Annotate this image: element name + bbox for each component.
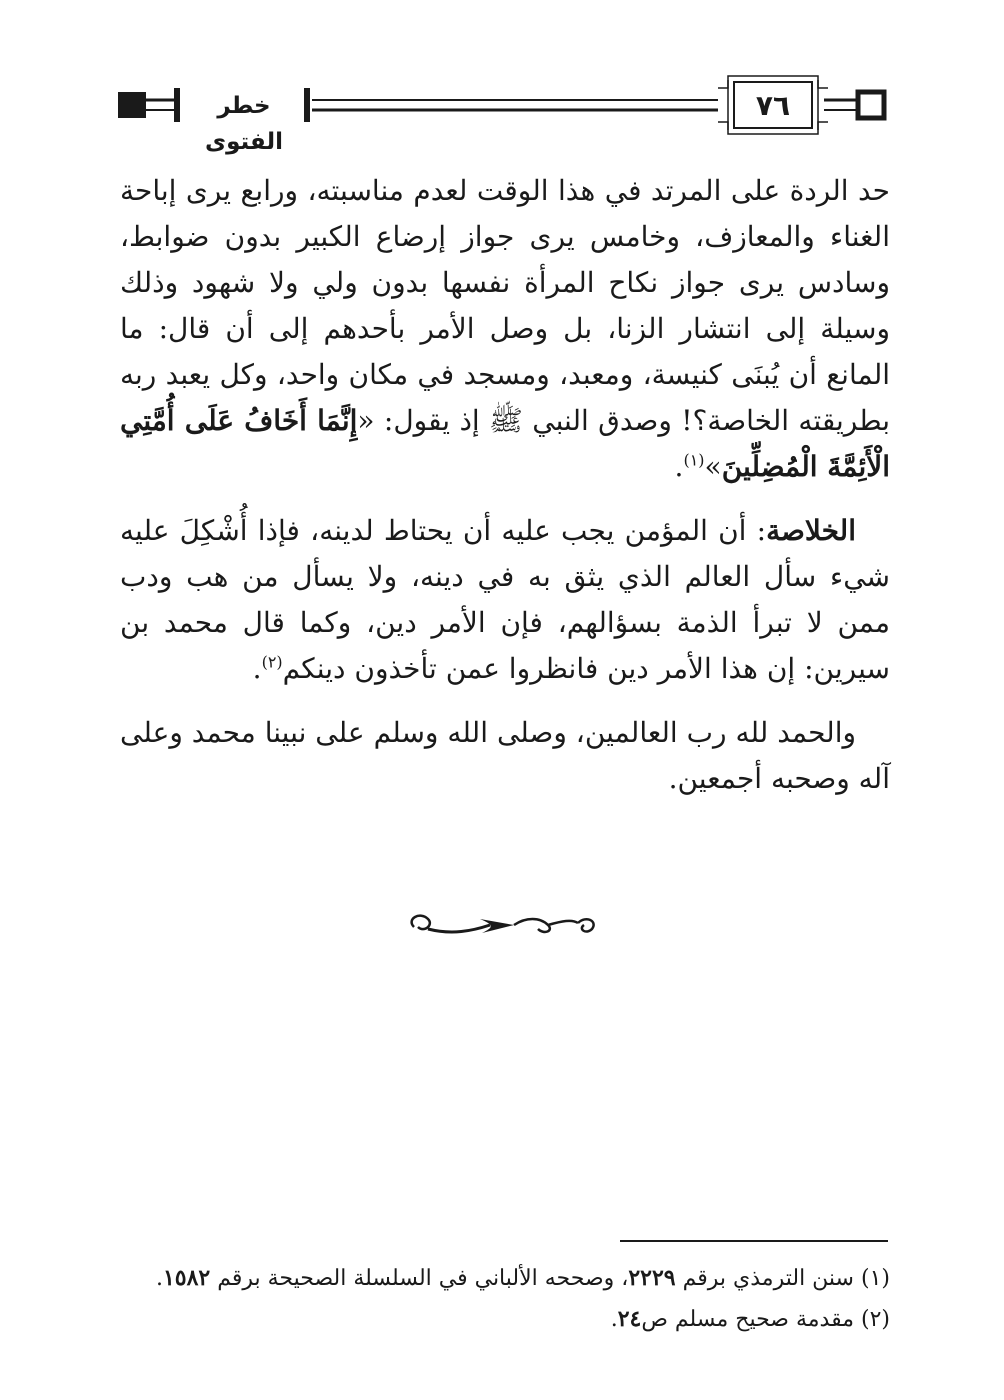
footnote-2: (٢) مقدمة صحيح مسلم ص٢٤.	[610, 1306, 890, 1332]
quote-close: »	[704, 450, 722, 483]
paragraph-1: حد الردة على المرتد في هذا الوقت لعدم مناسبته، ورابع يرى إباحة الغناء والمعازف، وخامس يرى جواز إرضاع الكبير بدون ضوابط، وسادس يرى جواز نكاح المرأة نفسها بدون ولي ولا شهود وذلك وسيلة إلى انتشار الزنا، بل وصل الأمر بأحدهم إلى أن قال: ما المانع أن يُبنَى كنيسة، ومعبد، ومسجد في مكان واحد، وكل يعبد ربه بطريقته الخاصة؟! وصدق النبي ﷺ إذ يقول: «إِنَّمَا أَخَافُ عَلَى أُمَّتِي الْأَئِمَّةَ الْمُضِلِّينَ»$^{(١)}$.	[120, 174, 890, 483]
header-right-square-icon	[858, 92, 884, 118]
paragraph-2: الخلاصة: أن المؤمن يجب عليه أن يحتاط لدينه، فإذا أُشْكِلَ عليه شيء سأل العالم الذي يثق به في دينه، ولا يسأل من هب ودب ممن لا تبرأ الذمة بسؤالهم، فإن الأمر دين، وكما قال محمد بن سيرين: إن هذا الأمر دين فانظروا عمن تأخذون دينكم$^{(٢)}$.	[120, 514, 890, 685]
paragraph-1-text: حد الردة على المرتد في هذا الوقت لعدم مناسبته، ورابع يرى إباحة الغناء والمعازف، وخامس يرى جواز إرضاع الكبير بدون ضوابط، وسادس يرى جواز نكاح المرأة نفسها بدون ولي ولا شهود وذلك وسيلة إلى انتشار الزنا، بل وصل الأمر بأحدهم إلى أن قال: ما المانع أن يُبنَى كنيسة، ومعبد، ومسجد في مكان واحد، وكل يعبد ربه بطريقته الخاصة؟! وصدق النبي ﷺ إذ يقول: «	[120, 174, 890, 437]
footnote-ref-2: (٢)	[261, 652, 283, 672]
header-left-square-icon	[118, 92, 146, 118]
summary-label: الخلاصة	[766, 514, 856, 547]
hadith-quote: إِنَّمَا أَخَافُ عَلَى أُمَّتِي الْأَئِمَّةَ الْمُضِلِّينَ	[120, 404, 890, 483]
main-text	[120, 168, 890, 820]
footnote-1: (١) سنن الترمذي برقم ٢٢٢٩، وصححه الألباني في السلسلة الصحيحة برقم ١٥٨٢.	[155, 1265, 890, 1291]
footnotes	[120, 1258, 890, 1340]
section-end-ornament-icon	[402, 905, 602, 945]
page-header	[0, 0, 1004, 160]
paragraph-2-text: : أن المؤمن يجب عليه أن يحتاط لدينه، فإذا أُشْكِلَ عليه شيء سأل العالم الذي يثق به في دينه، ولا يسأل من هب ودب ممن لا تبرأ الذمة بسؤالهم، فإن الأمر دين، وكما قال محمد بن سيرين: إن هذا الأمر دين فانظروا عمن تأخذون دينكم	[120, 514, 890, 685]
header-ornament-frame	[0, 0, 1004, 160]
footnote-ref-1: (١)	[683, 450, 705, 470]
footnote-separator	[620, 1240, 888, 1242]
running-title: خطر الفتوى	[205, 93, 283, 155]
page-number: ٧٦	[755, 89, 791, 122]
paragraph-3: والحمد لله رب العالمين، وصلى الله وسلم على نبينا محمد وعلى آله وصحبه أجمعين.	[120, 716, 890, 795]
